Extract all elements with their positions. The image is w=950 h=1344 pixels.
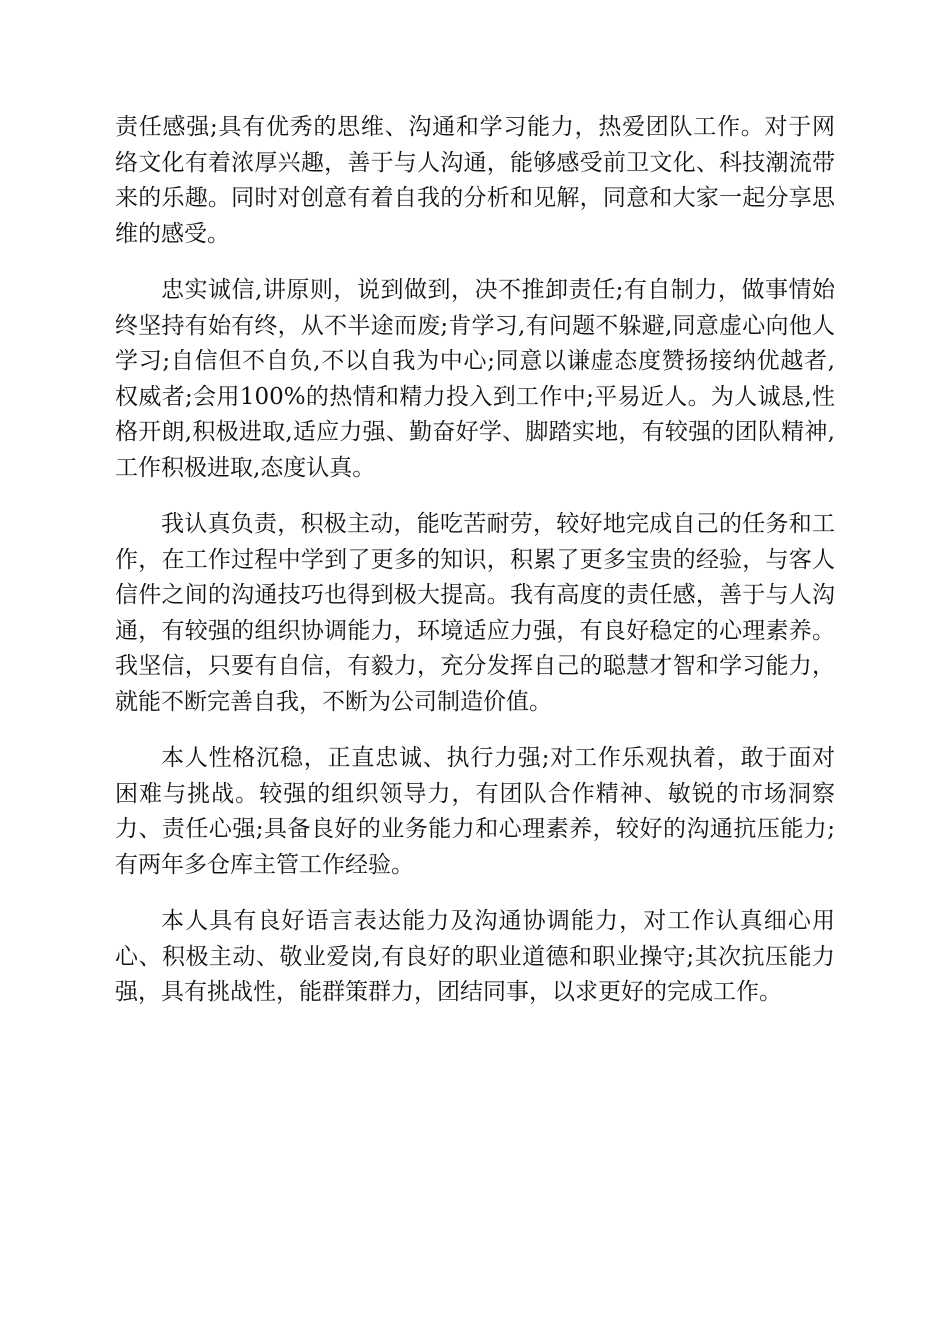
paragraph-2: 忠实诚信,讲原则，说到做到，决不推卸责任;有自制力，做事情始终坚持有始有终，从不半途而废;肯学习,有问题不躲避,同意虚心向他人学习;自信但不自负,不以自我为中心;同意以谦虚态度赞扬接纳优越者,权威者;会用100%的热情和精力投入到工作中;平易近人。为人诚恳,性格开朗,积极进取,适应力强、勤奋好学、脚踏实地，有较强的团队精神,工作积极进取,态度认真。 [115,277,835,481]
paragraph-5: 本人具有良好语言表达能力及沟通协调能力，对工作认真细心用心、积极主动、敬业爱岗,有良好的职业道德和职业操守;其次抗压能力强，具有挑战性，能群策群力，团结同事，以求更好的完成工作。 [115,908,835,1005]
paragraph-3: 我认真负责，积极主动，能吃苦耐劳，较好地完成自己的任务和工作，在工作过程中学到了更多的知识，积累了更多宝贵的经验，与客人信件之间的沟通技巧也得到极大提高。我有高度的责任感，善于与人沟通，有较强的组织协调能力，环境适应力强，有良好稳定的心理素养。我坚信，只要有自信，有毅力，充分发挥自己的聪慧才智和学习能力，就能不断完善自我，不断为公司制造价值。 [115,511,835,715]
paragraph-1: 责任感强;具有优秀的思维、沟通和学习能力，热爱团队工作。对于网络文化有着浓厚兴趣，善于与人沟通，能够感受前卫文化、科技潮流带来的乐趣。同时对创意有着自我的分析和见解，同意和大家一起分享思维的感受。 [115,114,835,247]
document-body [115,110,835,1032]
paragraph-4: 本人性格沉稳，正直忠诚、执行力强;对工作乐观执着，敢于面对困难与挑战。较强的组织领导力，有团队合作精神、敏锐的市场洞察力、责任心强;具备良好的业务能力和心理素养，较好的沟通抗压能力;有两年多仓库主管工作经验。 [115,745,835,878]
